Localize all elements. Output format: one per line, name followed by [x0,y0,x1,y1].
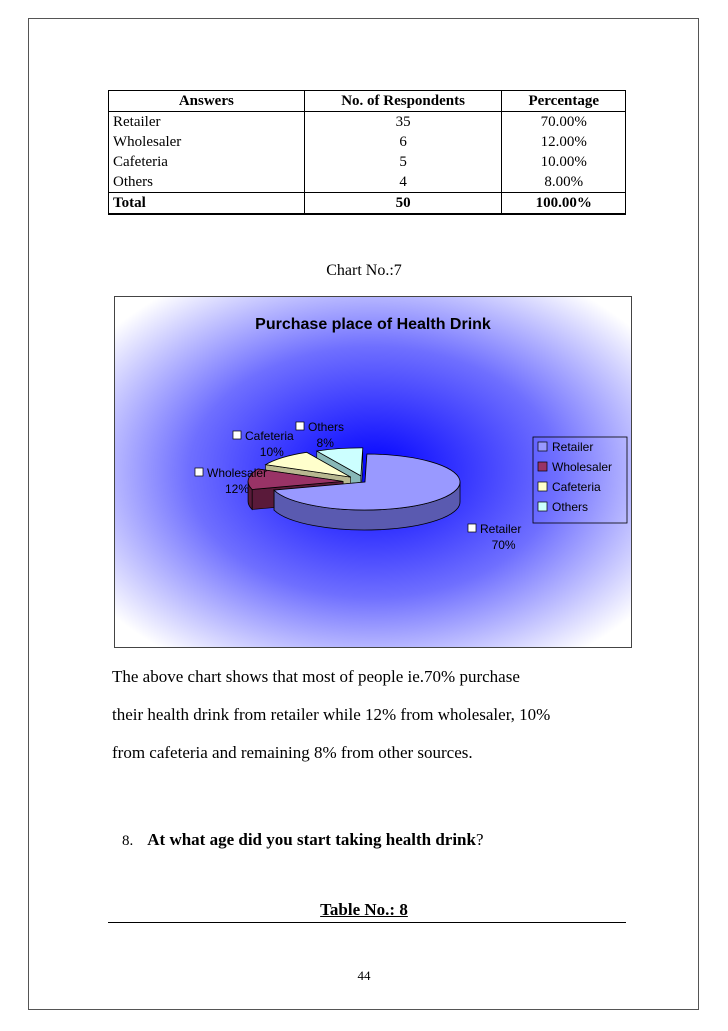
legend-swatch-wholesaler [538,462,547,471]
legend-swatch-cafeteria [538,482,547,491]
page-number: 44 [357,968,371,983]
header-answers: Answers [109,91,305,112]
cell-answer: Wholesaler [109,132,305,152]
header-respondents: No. of Respondents [304,91,502,112]
total-count: 50 [304,193,502,215]
question-mark: ? [475,830,484,849]
next-table-caption: Table No.: 8 [320,900,408,919]
pie-chart-frame [114,296,632,648]
cell-count: 35 [304,112,502,133]
table-row [109,112,626,133]
data-label-marker [468,524,476,532]
table-header-row [109,91,626,112]
legend-label-others: Others [552,500,589,514]
data-label-percent: 12% [224,482,250,496]
legend-label-retailer: Retailer [552,440,594,454]
chart-description [112,658,632,772]
cell-answer: Others [109,172,305,193]
cell-count: 5 [304,152,502,172]
data-label-name: Wholesaler [207,466,268,480]
cell-percent: 12.00% [502,132,626,152]
data-label-name: Cafeteria [245,429,294,443]
data-label-percent: 70% [491,538,516,552]
table-row [109,152,626,172]
cell-percent: 70.00% [502,112,626,133]
cell-percent: 8.00% [502,172,626,193]
legend-swatch-retailer [538,442,547,451]
paragraph-line: The above chart shows that most of people ie.70% purchase [112,667,520,686]
horizontal-rule [108,922,626,923]
question-8 [122,830,484,850]
table-row [109,172,626,193]
data-label-marker [195,468,203,476]
chart-caption: Chart No.:7 [326,262,402,279]
data-label-percent: 8% [316,436,334,450]
data-label-name: Others [308,420,345,434]
paragraph-line: their health drink from retailer while 12% from wholesaler, 10% [112,705,551,724]
legend-label-wholesaler: Wholesaler [552,460,613,474]
question-text: At what age did you start taking health drink [147,830,476,849]
data-label-percent: 10% [259,445,284,459]
paragraph-line: from cafeteria and remaining 8% from other sources. [112,743,473,762]
cell-count: 6 [304,132,502,152]
data-label-marker [233,431,241,439]
data-label-marker [296,422,304,430]
legend-swatch-others [538,502,547,511]
header-percentage: Percentage [502,91,626,112]
cell-answer: Cafeteria [109,152,305,172]
cell-answer: Retailer [109,112,305,133]
data-label-name: Retailer [480,522,522,536]
total-percent: 100.00% [502,193,626,215]
total-label: Total [109,193,305,215]
chart-title: Purchase place of Health Drink [255,316,491,333]
pie-chart [115,297,631,647]
question-number: 8. [122,833,134,849]
table-total-row [109,193,626,215]
cell-count: 4 [304,172,502,193]
legend-label-cafeteria: Cafeteria [552,480,601,494]
cell-percent: 10.00% [502,152,626,172]
respondents-table [108,90,626,215]
table-row [109,132,626,152]
